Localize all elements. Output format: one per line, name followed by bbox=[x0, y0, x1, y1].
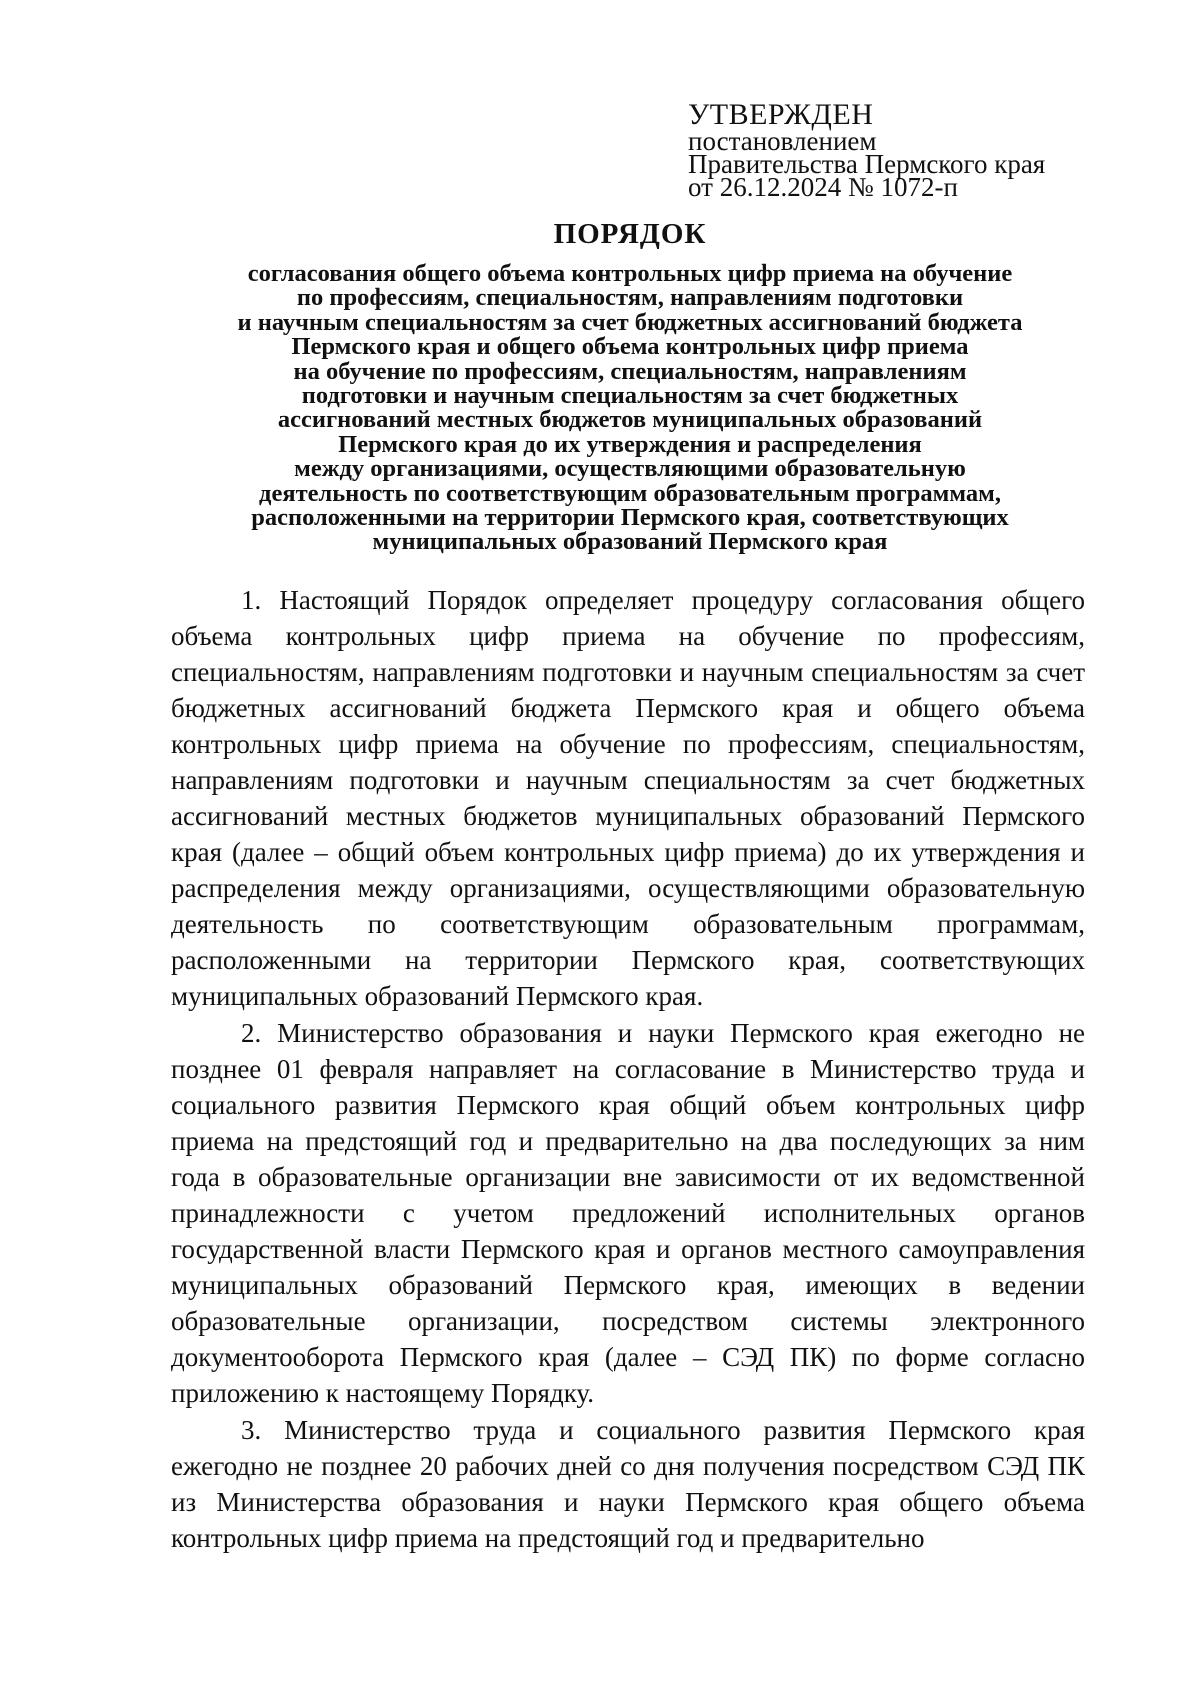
subtitle-line: согласования общего объема контрольных цифр приема на обучение bbox=[247, 260, 1013, 287]
document-subtitle bbox=[150, 262, 1110, 555]
document-title: ПОРЯДОК bbox=[553, 218, 707, 250]
subtitle-line: деятельность по соответствующим образовательным программам, bbox=[259, 479, 1001, 507]
approval-heading: УТВЕРЖДЕН bbox=[688, 98, 874, 131]
subtitle-line: между организациями, осуществляющими образовательную bbox=[294, 455, 966, 483]
subtitle-line: и научным специальностям за счет бюджетных ассигнований бюджета bbox=[237, 308, 1023, 336]
subtitle-line: расположенными на территории Пермского края, соответствующих bbox=[251, 504, 1009, 532]
paragraph-3: 3. Министерство труда и социального развития Пермского края ежегодно не позднее 20 рабочих дней со дня получения посредством СЭД ПК из Министерства образования и науки Пермского края общего объема контрольных цифр приема на предстоящий год и предварительно bbox=[171, 1415, 1085, 1553]
approval-stamp bbox=[688, 98, 1158, 202]
subtitle-line: подготовки и научным специальностям за счет бюджетных bbox=[301, 382, 959, 410]
approval-date-number: от 26.12.2024 № 1072-п bbox=[688, 172, 958, 202]
subtitle-line: муниципальных образований Пермского края bbox=[372, 528, 888, 556]
subtitle-line: Пермского края и общего объема контрольных цифр приема bbox=[291, 333, 969, 361]
subtitle-line: на обучение по профессиям, специальностям, направлениям bbox=[293, 357, 967, 385]
approval-line: постановлением bbox=[688, 126, 877, 156]
paragraph-2: 2. Министерство образования и науки Пермского края ежегодно не позднее 01 февраля направляет на согласование в Министерство труда и социального развития Пермского края общий объем контрольных цифр приема на предстоящий год и предварительно на два последующих за ним года в образовательные организации вне зависимости от их ведомственной принадлежности с учетом предложений исполнительных органов государственной власти Пермского края и органов местного самоуправления муниципальных образований Пермского края, имеющих в ведении образовательные организации, посредством системы электронного документооборота Пермского края (далее – СЭД ПК) по форме согласно приложению к настоящему Порядку. bbox=[171, 1018, 1085, 1408]
paragraph-1: 1. Настоящий Порядок определяет процедуру согласования общего объема контрольных цифр приема на обучение по профессиям, специальностям, направлениям подготовки и научным специальностям за счет бюджетных ассигнований бюджета Пермского края и общего объема контрольных цифр приема на обучение по профессиям, специальностям, направлениям подготовки и научным специальностям за счет бюджетных ассигнований местных бюджетов муниципальных образований Пермского края (далее – общий объем контрольных цифр приема) до их утверждения и распределения между организациями, осуществляющими образовательную деятельность по соответствующим образовательным программам, расположенными на территории Пермского края, соответствующих муниципальных образований Пермского края. bbox=[171, 585, 1085, 1011]
document-body bbox=[171, 582, 1085, 1557]
subtitle-line: по профессиям, специальностям, направлениям подготовки bbox=[296, 284, 964, 312]
subtitle-line: ассигнований местных бюджетов муниципальных образований bbox=[277, 406, 983, 434]
approval-line: Правительства Пермского края bbox=[688, 149, 1046, 179]
subtitle-line: Пермского края до их утверждения и распределения bbox=[338, 430, 922, 458]
